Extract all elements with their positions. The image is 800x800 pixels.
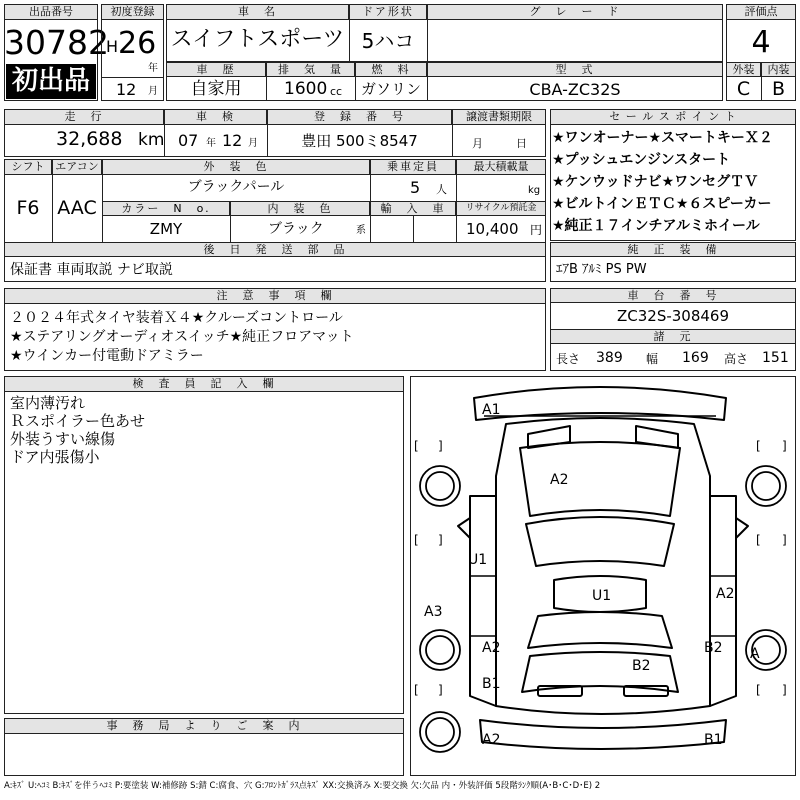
- lot-number: 30782: [4, 23, 109, 62]
- mark-b2-center: B2: [632, 658, 651, 674]
- office-label: 事 務 局 よ り ご 案 内: [4, 718, 404, 734]
- transfer-day: 日: [516, 137, 527, 150]
- width: 169: [682, 350, 709, 366]
- km-unit: km: [138, 130, 165, 150]
- color-no: ZMY: [149, 220, 183, 238]
- int-color-label: 内 装 色: [230, 201, 370, 216]
- mark-a-wheel: A: [750, 646, 760, 662]
- mark-a2-right: A2: [716, 586, 735, 602]
- displacement-label: 排 気 量: [266, 62, 355, 77]
- svg-text:[: [: [756, 533, 761, 547]
- capacity: 5: [410, 178, 421, 197]
- mileage: 32,688: [56, 128, 123, 150]
- lot-label: 出品番号: [4, 4, 98, 20]
- recycle-fee: 10,400: [466, 220, 519, 238]
- year-unit: 年: [148, 63, 158, 74]
- era: H: [106, 37, 119, 56]
- mark-a3: A3: [424, 604, 443, 620]
- mark-a1: A1: [482, 402, 501, 418]
- door-type: 5ハコ: [361, 29, 415, 53]
- ac: AAC: [57, 197, 97, 219]
- first-listing-badge: 初出品: [6, 64, 96, 99]
- inspector-line: 室内薄汚れ: [10, 394, 86, 412]
- sales-point: ★ビルトインＥＴＣ★６スピーカー: [552, 196, 772, 212]
- import-label: 輸 入 車: [370, 201, 456, 216]
- svg-text:[: [: [756, 683, 761, 697]
- shift-label: シフト: [4, 159, 52, 175]
- legend: A:ｷｽﾞ U:ﾍｺﾐ B:ｷｽﾞを伴うﾍｺﾐ P:要塗装 W:補修跡 S:錆 C:腐食、穴 G:ﾌﾛﾝﾄｶﾞﾗｽ点ｷｽﾞ XX:交換済み X:要交換 欠:欠品 内・外装評価 5段階ﾗﾝｸ順(A･B･C･D･E) 2: [4, 781, 601, 791]
- cc-unit: cc: [330, 85, 343, 98]
- dims-label: 諸 元: [550, 329, 796, 344]
- interior-color: ブラック: [268, 221, 324, 237]
- inspector-label: 検 査 員 記 入 欄: [4, 376, 404, 392]
- transfer-month: 月: [472, 137, 483, 150]
- inspector-line: Ｒスポイラー色あせ: [10, 412, 146, 430]
- recycle-label: リサイクル預託金: [456, 201, 546, 216]
- sales-point: ★ワンオーナー★スマートキーＸ２: [552, 130, 773, 146]
- svg-text:[: [: [414, 439, 419, 453]
- yen-unit: 円: [530, 223, 543, 237]
- note-line: ２０２４年式タイヤ装着Ｘ４★クルーズコントロール: [10, 310, 343, 326]
- sales-point: ★プッシュエンジンスタート: [552, 152, 731, 168]
- history-label: 車 歴: [166, 62, 266, 77]
- exterior-color: ブラックパール: [187, 179, 285, 195]
- length: 389: [596, 350, 623, 366]
- svg-text:]: ]: [438, 439, 443, 453]
- height-label: 高さ: [724, 352, 749, 366]
- name-label: 車 名: [166, 4, 349, 20]
- color-no-label: カラー N o.: [102, 201, 230, 216]
- inspection-label: 車 検: [164, 109, 267, 125]
- displacement: 1600: [284, 79, 328, 99]
- score: 4: [751, 25, 771, 60]
- capacity-unit: 人: [436, 183, 447, 196]
- ext-grade: C: [736, 78, 751, 100]
- load-unit: kg: [528, 185, 541, 196]
- later-parts-label: 後 日 発 送 部 品: [4, 242, 546, 257]
- color-label: 外 装 色: [102, 159, 370, 175]
- svg-text:]: ]: [782, 533, 787, 547]
- height: 151: [762, 350, 789, 366]
- mark-u1-left: U1: [468, 552, 488, 568]
- chassis-number: ZC32S-308469: [616, 307, 730, 325]
- mark-a2-hood: A2: [550, 472, 569, 488]
- door-label: ドア形状: [349, 4, 427, 20]
- sales-points-label: セ ー ル ス ポ イ ン ト: [550, 109, 796, 125]
- notes-label: 注 意 事 項 欄: [4, 288, 546, 304]
- mark-u1-roof: U1: [592, 588, 612, 604]
- inspection-month: 12: [222, 131, 243, 150]
- svg-text:[: [: [756, 439, 761, 453]
- length-label: 長さ: [556, 352, 581, 366]
- svg-text:]: ]: [438, 533, 443, 547]
- mark-b1-rear: B1: [704, 732, 723, 748]
- model: CBA-ZC32S: [529, 80, 621, 99]
- equipment-label: 純 正 装 備: [550, 242, 796, 257]
- note-line: ★ウインカー付電動ドアミラー: [10, 348, 204, 364]
- svg-text:]: ]: [782, 439, 787, 453]
- int-grade-label: 内装: [761, 62, 796, 77]
- plate-number: 豊田 500ミ8547: [301, 132, 418, 150]
- ac-label: エアコン: [52, 159, 102, 175]
- mark-b1-left: B1: [482, 676, 501, 692]
- plate-label: 登 録 番 号: [267, 109, 452, 125]
- width-label: 幅: [646, 352, 659, 366]
- month-unit: 月: [148, 86, 158, 97]
- inspector-line: ドア内張傷小: [10, 448, 100, 466]
- svg-text:[: [: [414, 683, 419, 697]
- model-label: 型 式: [427, 62, 723, 77]
- car-name: スイフトスポーツ: [170, 27, 345, 52]
- later-parts: 保証書 車両取説 ナビ取説: [10, 262, 173, 278]
- load-label: 最大積載量: [456, 159, 546, 175]
- int-grade: B: [771, 78, 786, 100]
- transfer-label: 譲渡書類期限: [452, 109, 546, 125]
- inspection-year: 07: [178, 131, 199, 150]
- mark-a2-rear: A2: [482, 732, 501, 748]
- capacity-label: 乗車定員: [370, 159, 456, 175]
- equipment: ｴｱB ｱﾙﾐ PS PW: [556, 262, 647, 277]
- svg-text:[: [: [414, 533, 419, 547]
- note-line: ★ステアリングオーディオスイッチ★純正フロアマット: [10, 329, 354, 345]
- reg-year: 26: [118, 26, 157, 61]
- inspection-year-unit: 年: [206, 138, 216, 149]
- shift: F6: [16, 197, 40, 219]
- svg-text:]: ]: [438, 683, 443, 697]
- score-label: 評価点: [726, 4, 796, 20]
- car-diagram: [410, 376, 796, 776]
- mileage-label: 走 行: [4, 109, 164, 125]
- reg-month: 12: [116, 80, 137, 99]
- mark-a2-left: A2: [482, 640, 501, 656]
- first-reg-label: 初度登録: [101, 4, 164, 20]
- grade-label: グ レ ー ド: [427, 4, 723, 20]
- mark-b2-right: B2: [704, 640, 723, 656]
- ext-grade-label: 外装: [726, 62, 761, 77]
- fuel-label: 燃 料: [355, 62, 427, 77]
- fuel: ガソリン: [360, 80, 421, 98]
- inspector-line: 外装うすい線傷: [10, 430, 116, 448]
- sales-point: ★純正１７インチアルミホイール: [552, 218, 760, 234]
- chassis-label: 車 台 番 号: [550, 288, 796, 303]
- interior-color-suffix: 系: [356, 225, 366, 236]
- svg-text:]: ]: [782, 683, 787, 697]
- inspection-month-unit: 月: [248, 138, 258, 149]
- history: 自家用: [190, 79, 242, 99]
- sales-point: ★ケンウッドナビ★ワンセグＴＶ: [552, 174, 759, 190]
